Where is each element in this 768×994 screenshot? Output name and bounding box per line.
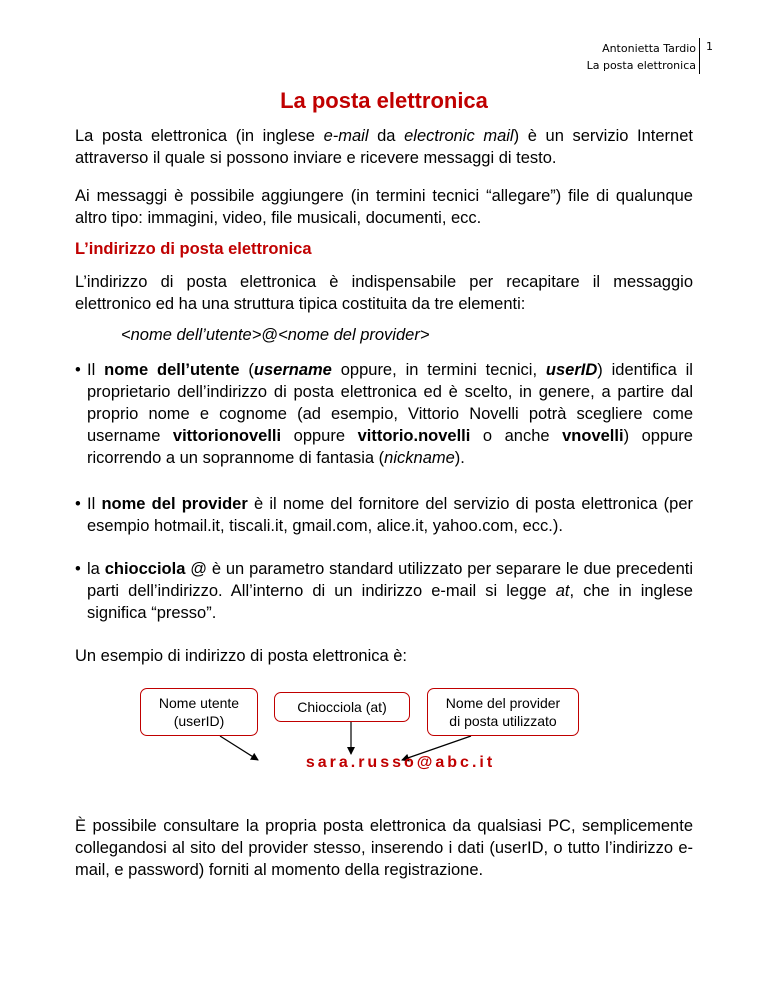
bullet-username: • Il nome dell’utente (username oppure, in termini tecnici, userID) identifica il proprietario dell’indirizzo di posta elettronica ed è scelto, in genere, a partire dal proprio nome e cognome (ad esempio, Vittorio Novelli potrà scegliere come username vittorionovelli oppure vittorio.novelli o anche vnovelli) oppure ricorrendo a un soprannome di fantasia (nickname). [75, 361, 693, 467]
bullet-dot: • [75, 361, 81, 379]
bullet-dot: • [75, 495, 81, 513]
bullet-provider: • Il nome del provider è il nome del fornitore del servizio di posta elettronica (per esempio hotmail.it, tiscali.it, gmail.com, alice.it, yahoo.com, ecc.). [75, 495, 693, 535]
bullet-dot: • [75, 560, 81, 578]
closing-paragraph: È possibile consultare la propria posta elettronica da qualsiasi PC, semplicemente collegandosi al sito del provider stesso, inserendo i dati (userID, o tutto l’indirizzo e- mail, e password) forniti al momento della registrazione. [75, 817, 693, 879]
page-number: 1 [706, 40, 713, 53]
header-doc-title: La posta elettronica [586, 59, 696, 72]
address-format: <nome dell’utente>@<nome del provider> [121, 326, 430, 344]
label-box-provider: Nome del provider di posta utilizzato [427, 688, 579, 736]
example-address: sara.russo@abc.it [305, 754, 496, 771]
intro-paragraph-1: La posta elettronica (in inglese e-mail da electronic mail) è un servizio Internet attraverso il quale si possono inviare e ricevere messaggi di testo. [75, 127, 693, 167]
section-paragraph: L’indirizzo di posta elettronica è indispensabile per recapitare il messaggio elettronico ed ha una struttura tipica costituita da tre elementi: [75, 273, 693, 313]
page-title: La posta elettronica [280, 88, 488, 113]
header-author: Antonietta Tardio [602, 42, 696, 55]
label-box-at: Chiocciola (at) [274, 692, 410, 722]
label-box-username: Nome utente (userID) [140, 688, 258, 736]
example-intro: Un esempio di indirizzo di posta elettronica è: [75, 647, 408, 665]
bullet-at-sign: • la chiocciola @ è un parametro standard utilizzato per separare le due precedenti parti dell’indirizzo. All’interno di un indirizzo e-mail si legge at, che in inglese significa “presso”. [75, 560, 693, 622]
section-heading: L’indirizzo di posta elettronica [75, 240, 312, 258]
intro-paragraph-2: Ai messaggi è possibile aggiungere (in termini tecnici “allegare”) file di qualunque altro tipo: immagini, video, file musicali, documenti, ecc. [75, 187, 693, 227]
